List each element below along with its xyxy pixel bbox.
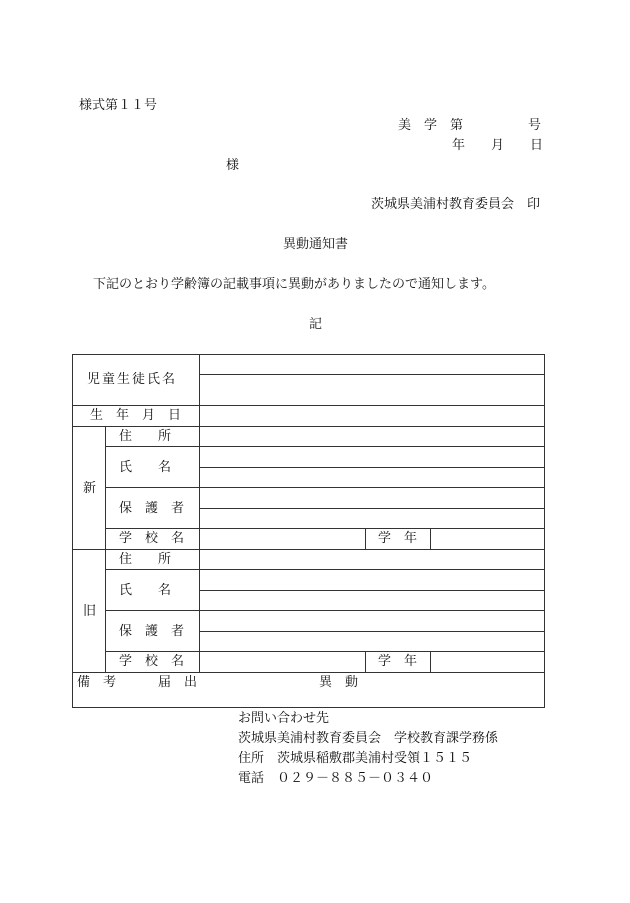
document-title: 異動通知書 <box>283 237 349 252</box>
body-text: 下記のとおり学齢簿の記載事項に異動がありましたので通知します。 <box>93 277 495 292</box>
old-address-label: 住 所 <box>119 552 172 567</box>
contact-office: 茨城県美浦村教育委員会 学校教育課学務係 <box>238 731 499 746</box>
old-label: 旧 <box>83 604 97 619</box>
old-school-label: 学 校 名 <box>119 654 185 669</box>
new-label: 新 <box>83 481 97 496</box>
contact-address: 住所 茨城県稲敷郡美浦村受領１５１５ <box>238 751 473 766</box>
issuer: 茨城県美浦村教育委員会 印 <box>371 197 541 212</box>
remarks-label: 備 考 <box>77 675 117 690</box>
ki-label: 記 <box>309 317 323 332</box>
child-name-label: 児童生徒氏名 <box>87 372 178 387</box>
transfer-form-table <box>72 354 545 708</box>
old-guardian-label: 保 護 者 <box>119 624 185 639</box>
new-address-label: 住 所 <box>119 429 172 444</box>
recipient-suffix: 様 <box>226 158 240 173</box>
old-grade-label: 学 年 <box>378 654 418 669</box>
new-name-label: 氏 名 <box>119 460 172 475</box>
form-number: 様式第１１号 <box>79 98 158 113</box>
new-guardian-label: 保 護 者 <box>119 501 185 516</box>
contact-heading: お問い合わせ先 <box>238 711 330 726</box>
old-name-label: 氏 名 <box>119 583 172 598</box>
notification-label: 届 出 <box>158 675 198 690</box>
birthdate-label: 生 年 月 日 <box>90 408 182 423</box>
date-line: 年 月 日 <box>452 138 544 153</box>
reference-number: 美 学 第 号 <box>398 118 542 133</box>
new-grade-label: 学 年 <box>378 531 418 546</box>
contact-phone: 電話 ０２９－８８５－０３４０ <box>238 771 434 786</box>
change-label: 異 動 <box>319 675 359 690</box>
new-school-label: 学 校 名 <box>119 531 185 546</box>
